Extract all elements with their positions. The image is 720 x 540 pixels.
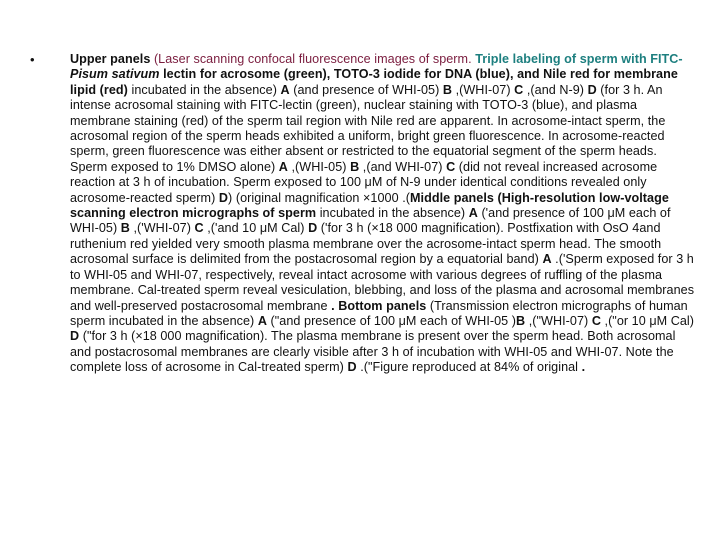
panel-label: B [350, 159, 360, 174]
caption-text: ,('WHI-07) [129, 221, 195, 236]
triple-labeling-text-b: lectin for acrosome (green), TOTO-3 iodide for DNA (blue), and Nile red for membrane lipid (red) [70, 67, 678, 97]
caption-text: incubated in the absence) [316, 206, 469, 221]
triple-labeling-text-a: Triple labeling of sperm with FITC- [475, 52, 683, 66]
caption-text: ,(and N-9) [523, 82, 588, 97]
panel-label: A [278, 159, 288, 174]
middle-panels-heading: Middle panels (High-resolution low-voltage scanning electron micrographs of sperm [70, 190, 669, 221]
panel-label: D [308, 221, 318, 236]
panel-label: A [542, 252, 552, 267]
caption-text: ,(WHI-05) [287, 159, 351, 174]
caption-text: ('for 3 h (×18 000 magnification). Postfixation with OsO 4and ruthenium red yielded very smooth plasma membrane over the acrosome-intact sperm head. The smooth acrosomal surface is delimited from the postacrosomal region by a equatorial band) [70, 221, 662, 267]
panel-label: B [442, 82, 453, 97]
upper-panels-heading: Upper panels [70, 52, 151, 66]
caption-text: .("Figure reproduced at 84% of original [356, 360, 582, 375]
caption-text: ("and presence of 100 μM each of WHI-05 ) [266, 313, 517, 328]
caption-text: (Transmission electron micrographs of human sperm incubated in the absence) [70, 298, 688, 328]
upper-panels-intro: (Laser scanning confocal fluorescence images of sperm. [150, 52, 476, 66]
caption-text: ) (original magnification ×1000 .( [228, 190, 410, 205]
caption-text: (and presence of WHI-05) [289, 82, 443, 97]
panel-label: C [591, 313, 601, 328]
panel-label: B [516, 313, 526, 328]
caption-text: (did not reveal increased acrosome reaction at 3 h of incubation. Sperm exposed to 100 μM of N-9 under identical conditions revealed only acrosome-reacted sperm) [70, 159, 658, 205]
caption-text: ('and presence of 100 μM each of WHI-05) [70, 206, 671, 236]
pisum-sativum-text: Pisum sativum [70, 67, 160, 82]
panel-label: A [257, 313, 267, 328]
panel-label: C [194, 221, 204, 236]
panel-label: C [514, 82, 524, 97]
caption-text: ("for 3 h (×18 000 magnification). The plasma membrane is present over the sperm head. Both acrosomal and postacrosomal membranes are clearly visible after 3 h of incubation with WHI-05 and WHI-07. Note the complete loss of acrosome in Cal-treated sperm) [70, 329, 676, 375]
panel-label: D [347, 360, 357, 375]
figure-caption [70, 52, 696, 376]
panel-label: D [70, 329, 80, 344]
panel-label: B [120, 221, 130, 236]
bullet-point: • [30, 52, 35, 67]
caption-end-period: . [581, 360, 586, 375]
panel-label: C [446, 159, 456, 174]
caption-text: .('Sperm exposed for 3 h to WHI-05 and WHI-07, respectively, reveal intact acrosome with various degrees of ruffling of the plasma membrane. Cal-treated sperm reveal vesiculation, blebbing, and loss of the plasma and acrosomal membranes and well-preserved postacrosomal membrane [70, 252, 695, 313]
panel-label: D [218, 190, 229, 205]
caption-text: ,(WHI-07) [452, 82, 515, 97]
bottom-panels-heading: . Bottom panels [331, 298, 427, 313]
caption-text: ,(and WHI-07) [359, 159, 447, 174]
caption-text: ,('and 10 μM Cal) [203, 221, 309, 236]
panel-label: A [280, 82, 290, 97]
caption-text: ,("or 10 μM Cal) [600, 313, 695, 328]
caption-text: ,("WHI-07) [525, 313, 592, 328]
panel-label: D [587, 82, 597, 97]
caption-text: incubated in the absence) [127, 82, 281, 97]
panel-label: A [468, 206, 478, 221]
caption-text: (for 3 h. An intense acrosomal staining with FITC-lectin (green), nuclear staining with TOTO-3 (blue), and plasma membrane staining (red) of the sperm tail region with Nile red are apparent. In acrosome-intact sperm, the acrosomal region of the sperm heads exhibited a uniform, bright green fluorescence. In acrosome-reacted sperm, green fluorescence was either absent or restricted to the equatorial segment of the sperm heads. Sperm exposed to 1% DMSO alone) [70, 82, 666, 174]
